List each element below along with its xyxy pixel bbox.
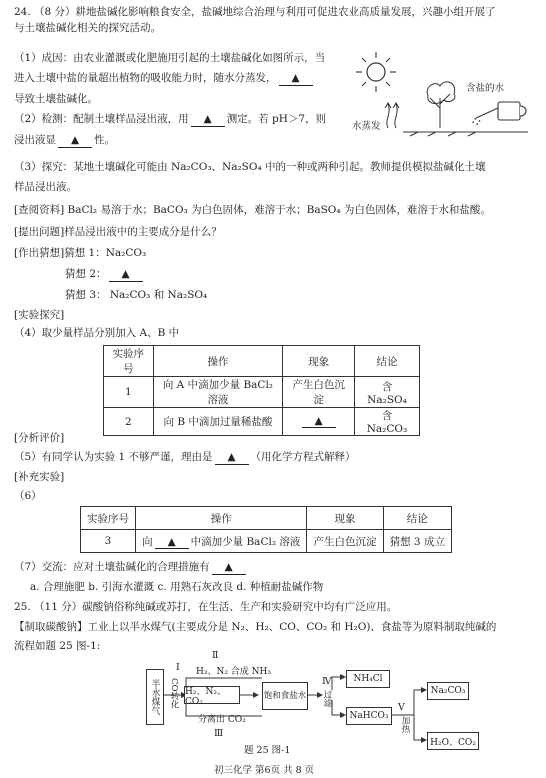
filter-label: 过滤 <box>322 690 332 707</box>
answer-blank[interactable]: ▲ <box>155 536 189 549</box>
synthesis-label: H₂、N₂ 合成 NH₃ <box>196 667 271 677</box>
q24-q5: （5）有同学认为实验 1 不够严谨，理由是 ▲ （用化学方程式解释） <box>14 451 356 463</box>
q24-q6: （6） <box>14 490 42 502</box>
q24-q7: （7）交流：应对土壤盐碱化的合理措施有 ▲ <box>14 561 248 575</box>
stage-1-label: Ⅰ <box>176 662 180 673</box>
q24-cause-line3: 导致土壤盐碱化。 <box>14 93 98 105</box>
q24-cause-line1: （1）成因：由农业灌溉或化肥施用引起的土壤盐碱化如图所示，当 <box>14 52 326 64</box>
co-conversion-label: CO转化 <box>169 678 179 709</box>
table-cell: 3 <box>81 530 136 553</box>
q24-explore-line2: 样品浸出液。 <box>14 181 77 193</box>
stage-2-label: Ⅱ <box>212 650 219 661</box>
table-header: 实验序号 <box>104 346 154 377</box>
table-cell: 向 B 中滴加过量稀盐酸 <box>153 408 283 436</box>
q24-info: [查阅资料] BaCl₂ 易溶于水；BaCO₃ 为白色固体，难溶于水；BaSO₄ 为白色固体，难溶于水和盐酸。 <box>14 204 491 216</box>
q24-exp-header: [实验探究] <box>14 309 65 321</box>
q24-supp: [补充实验] <box>14 471 65 483</box>
figure-caption: 题 25 图-1 <box>244 745 291 756</box>
stage-3-label: Ⅲ <box>214 728 224 739</box>
gas-mixture-box: H₂、N₂、CO₂ <box>184 686 240 704</box>
answer-blank[interactable]: ▲ <box>58 134 92 148</box>
q24-analysis: [分析评价] <box>14 432 65 444</box>
q24-hypothesis-3: 猜想 3： Na₂CO₃ 和 Na₂SO₄ <box>65 289 208 301</box>
products-box: H₂O、CO₂ <box>427 732 479 750</box>
answer-blank[interactable]: ▲ <box>302 415 336 428</box>
table-cell: 产生白色沉淀 <box>307 530 383 553</box>
q24-hypothesis-2: 猜想 2： ▲ <box>65 268 145 282</box>
table-header: 操作 <box>136 507 307 530</box>
table-header: 现象 <box>283 346 355 377</box>
q25-line2: 流程如题 25 图-1: <box>14 640 101 652</box>
q24-cause-line2: 进入土壤中盐的量超出植物的吸收能力时，随水分蒸发， ▲ <box>14 72 315 86</box>
q24-test-line2: 浸出液显 ▲ 性。 <box>14 134 115 146</box>
answer-blank[interactable]: ▲ <box>212 561 246 575</box>
table-header: 结论 <box>383 507 451 530</box>
q25-title: 25. （11 分）碳酸钠俗称纯碱或苏打，在生活、生产和实验研究中均有广泛应用。 <box>14 601 398 613</box>
saturated-brine-box: 饱和食盐水 <box>262 682 308 710</box>
q25-line1: 【制取碳酸钠】工业上以半水煤气(主要成分是 N₂、H₂、CO、CO₂ 和 H₂O)、食盐等为原料制取纯碱的 <box>14 621 497 633</box>
nh4cl-box: NH₄Cl <box>346 670 390 688</box>
q24-question: [提出问题]样品浸出液中的主要成分是什么？ <box>14 226 222 238</box>
table-cell: 产生白色沉淀 <box>283 377 355 408</box>
table-cell: 猜想 3 成立 <box>383 530 451 553</box>
stage-4-label: Ⅳ <box>322 676 332 687</box>
q24-intro-line1: 24. （8 分）耕地盐碱化影响粮食安全，盐碱地综合治理与利用可促进农业高质量发展，兴趣小组开展了 <box>14 6 496 18</box>
table-header: 实验序号 <box>81 507 136 530</box>
answer-blank[interactable]: ▲ <box>191 113 225 127</box>
heat-label: 加热 <box>400 716 410 733</box>
table-cell: 含 Na₂CO₃ <box>354 408 419 436</box>
q24-intro-line2: 与土壤盐碱化相关的探究活动。 <box>14 22 161 34</box>
answer-blank[interactable]: ▲ <box>279 72 313 86</box>
q24-hypothesis-1: [作出猜想]猜想 1：Na₂CO₃ <box>14 247 147 259</box>
table-header: 现象 <box>307 507 383 530</box>
q24-explore-line1: （3）探究：某地土壤碱化可能由 Na₂CO₃、Na₂SO₄ 中的一种或两种引起。教师提供模拟盐碱化土壤 <box>14 161 486 173</box>
na2co3-box: Na₂CO₃ <box>427 682 469 700</box>
page-footer: 初三化学 第6页 共 8 页 <box>214 765 315 776</box>
q24-exp4: （4）取少量样品分别加入 A、B 中 <box>14 327 180 339</box>
answer-blank[interactable]: ▲ <box>215 451 249 465</box>
q24-test-line1: （2）检测：配制土壤样品浸出液，用 ▲ 测定。若 pH＞7，则 <box>14 113 327 125</box>
table-header: 结论 <box>354 346 419 377</box>
table-cell: 1 <box>104 377 154 408</box>
stage-5-label: Ⅴ <box>398 702 405 713</box>
semi-water-gas-box: 半水煤气 <box>146 669 164 725</box>
answer-blank[interactable]: ▲ <box>109 268 143 282</box>
q24-q7-options: a. 合理施肥 b. 引海水灌溉 c. 用熟石灰改良 d. 种植耐盐碱作物 <box>30 581 324 593</box>
table-cell: 向 ▲ 中滴加少量 BaCl₂ 溶液 <box>136 530 307 553</box>
table-cell: 向 A 中滴加少量 BaCl₂ 溶液 <box>153 377 283 408</box>
evaporation-label: 水蒸发 <box>352 121 381 132</box>
salt-water-label: 含盐的水 <box>466 83 505 94</box>
separation-label: 分离出 CO₂ <box>198 715 246 725</box>
table-cell: 2 <box>104 408 154 436</box>
nahco3-box: NaHCO₃ <box>346 707 392 725</box>
table-cell: 含 Na₂SO₄ <box>354 377 419 408</box>
table-header: 操作 <box>153 346 283 377</box>
